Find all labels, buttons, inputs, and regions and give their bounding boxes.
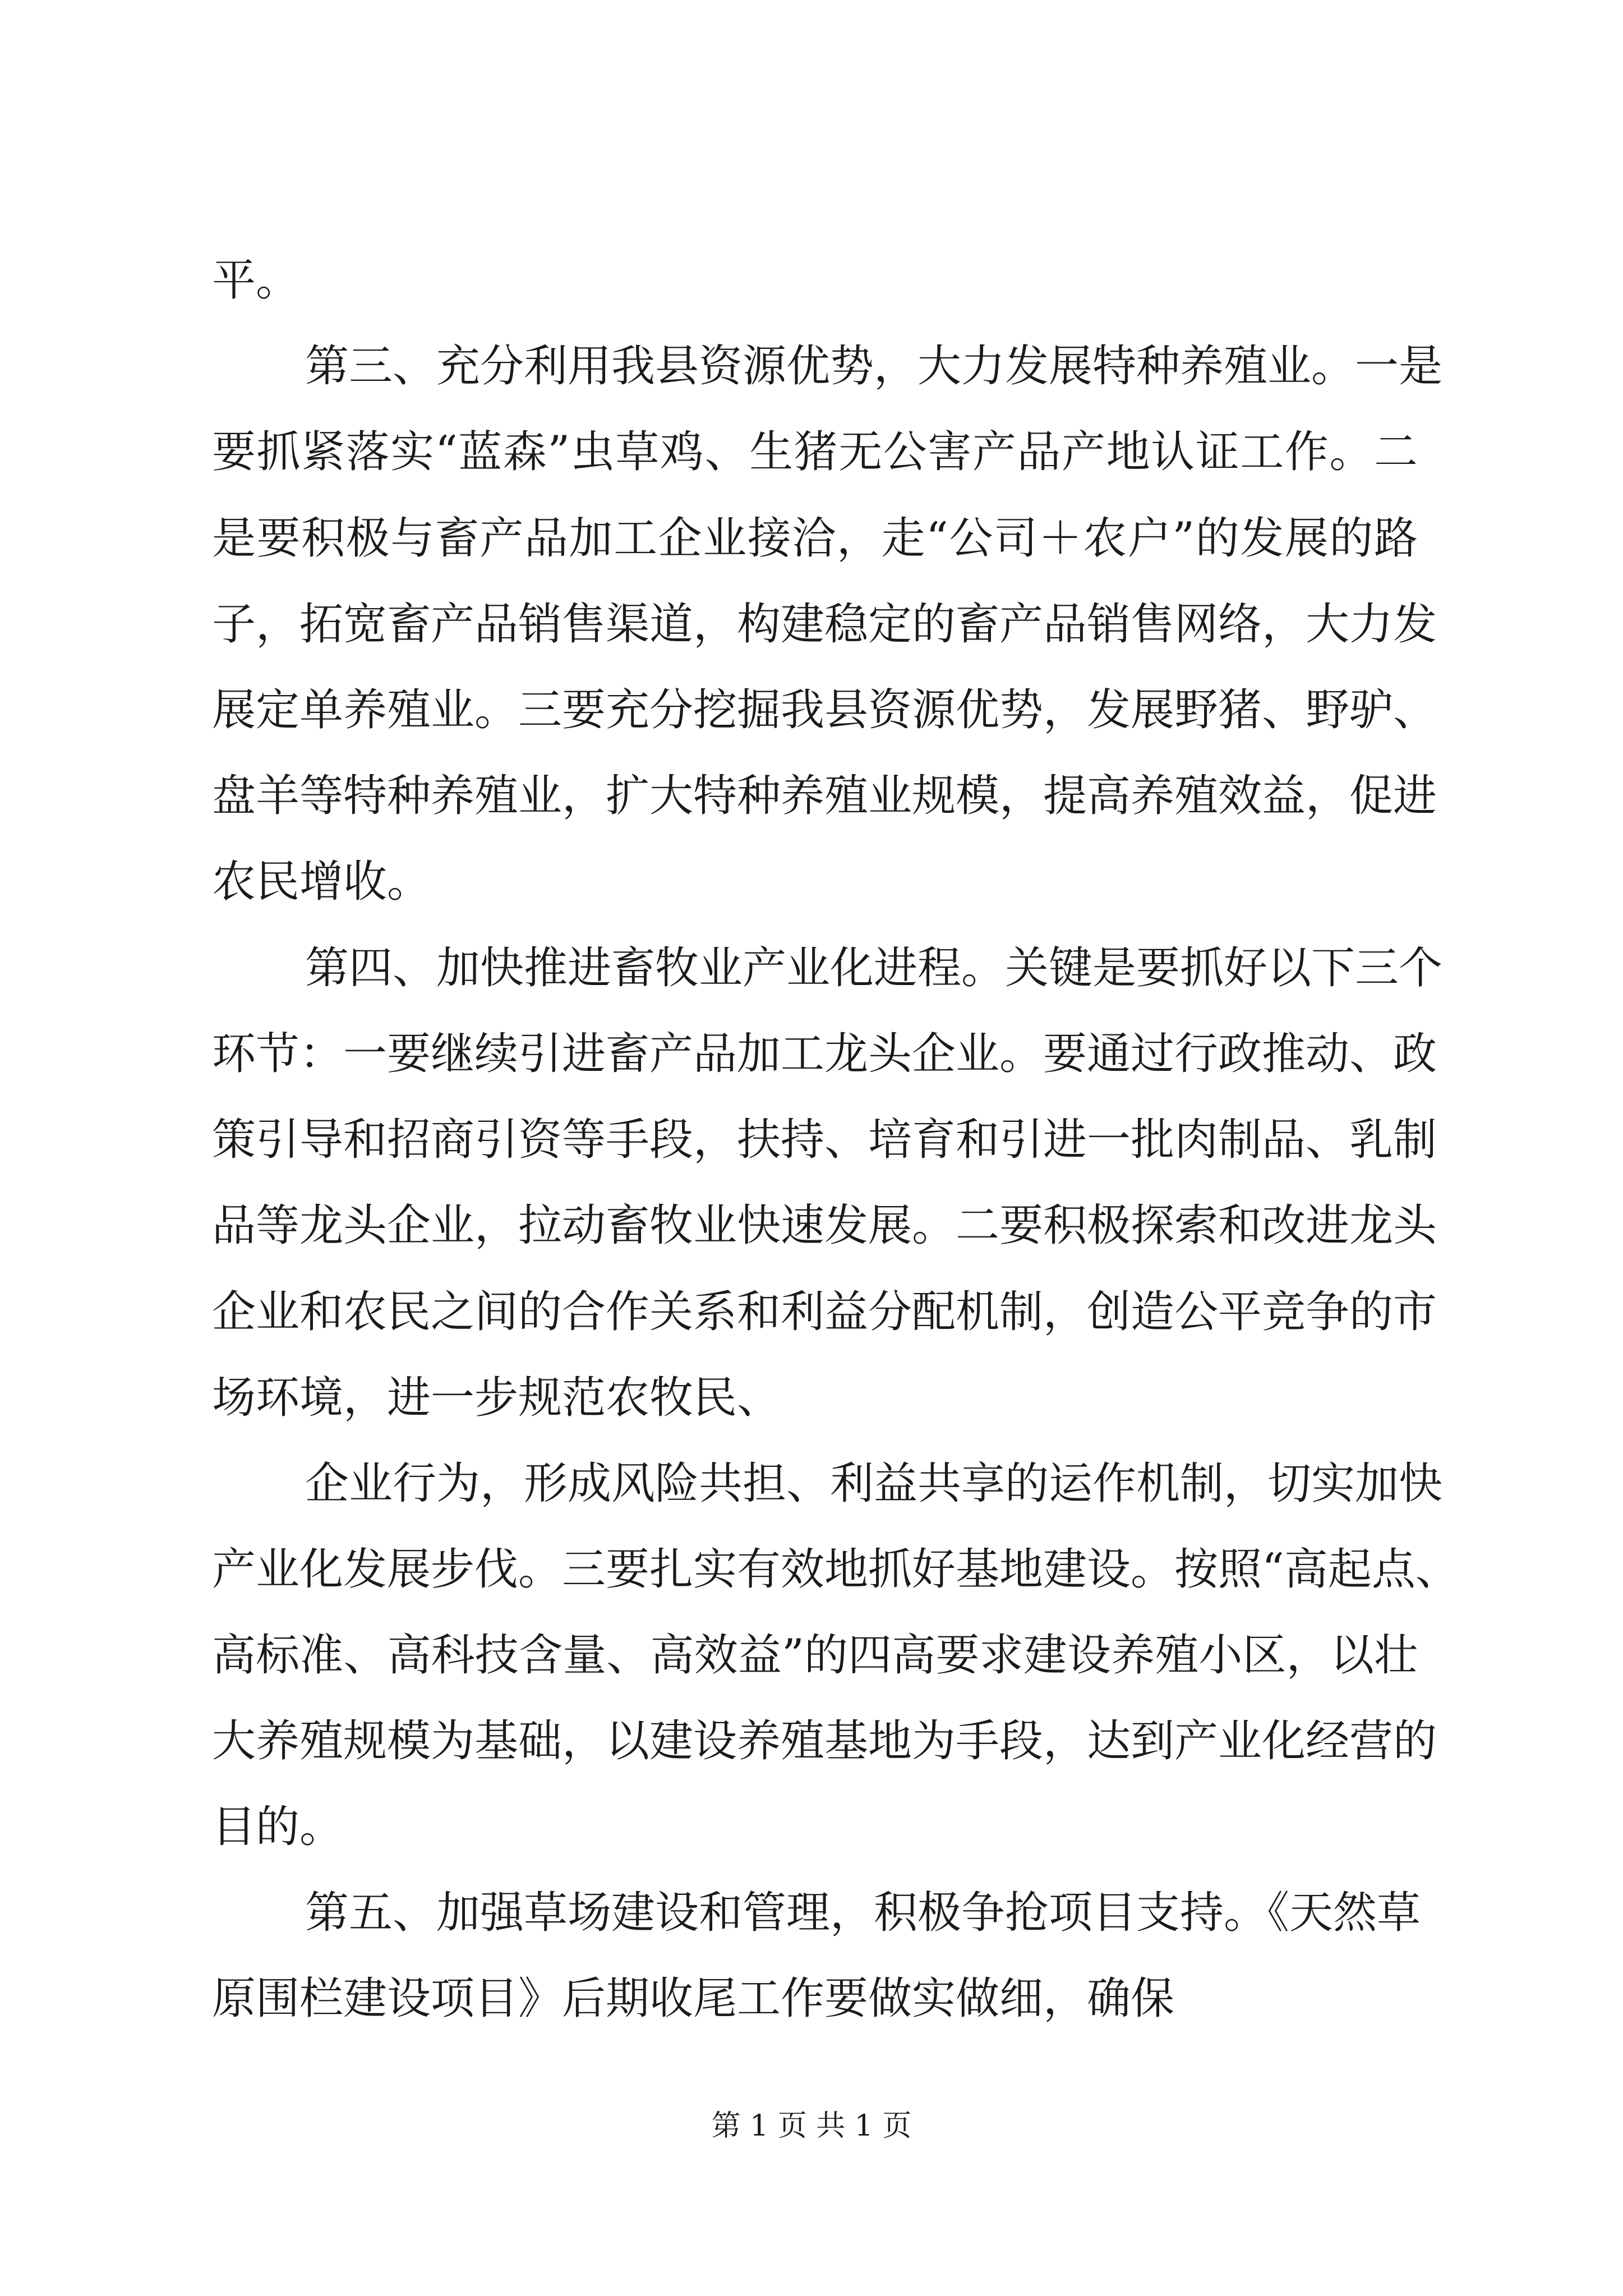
page-footer: 第 1 页 共 1 页 [711, 2109, 912, 2143]
paragraph-4b-line-5: 目的。 [212, 1802, 344, 1852]
paragraph-3-line-3: 是要积极与畜产品加工企业接洽，走“公司＋农户”的发展的路 [212, 513, 1418, 564]
paragraph-3-line-7: 农民增收。 [212, 857, 431, 907]
paragraph-4-line-2: 环节：一要继续引进畜产品加工龙头企业。要通过行政推动、政 [212, 1029, 1437, 1079]
paragraph-5-line-2: 原围栏建设项目》后期收尾工作要做实做细，确保 [212, 1973, 1175, 2024]
paragraph-3-line-5: 展定单养殖业。三要充分挖掘我县资源优势，发展野猪、野驴、 [212, 685, 1437, 735]
text-line-1: 平。 [212, 255, 300, 306]
paragraph-4-line-5: 企业和农民之间的合作关系和利益分配机制，创造公平竞争的市 [212, 1287, 1437, 1337]
paragraph-4-line-4: 品等龙头企业，拉动畜牧业快速发展。二要积极探索和改进龙头 [212, 1200, 1437, 1251]
paragraph-4b-line-3: 高标准、高科技含量、高效益”的四高要求建设养殖小区，以壮 [212, 1630, 1418, 1681]
paragraph-4-line-1: 第四、加快推进畜牧业产业化进程。关键是要抓好以下三个 [305, 943, 1443, 993]
paragraph-5-line-1: 第五、加强草场建设和管理，积极争抢项目支持。《天然草 [305, 1888, 1421, 1938]
paragraph-3-line-2: 要抓紧落实“蓝森”虫草鸡、生猪无公害产品产地认证工作。二 [212, 427, 1418, 477]
paragraph-3-line-4: 子，拓宽畜产品销售渠道，构建稳定的畜产品销售网络，大力发 [212, 599, 1437, 650]
paragraph-3-line-1: 第三、充分利用我县资源优势，大力发展特种养殖业。一是 [305, 341, 1443, 392]
paragraph-4b-line-2: 产业化发展步伐。三要扎实有效地抓好基地建设。按照“高起点、 [212, 1544, 1459, 1595]
paragraph-4-line-3: 策引导和招商引资等手段，扶持、培育和引进一批肉制品、乳制 [212, 1115, 1437, 1165]
paragraph-4b-line-1: 企业行为，形成风险共担、利益共享的运作机制，切实加快 [305, 1458, 1443, 1509]
paragraph-3-line-6: 盘羊等特种养殖业，扩大特种养殖业规模，提高养殖效益，促进 [212, 771, 1437, 821]
paragraph-4-line-6: 场环境，进一步规范农牧民、 [212, 1373, 781, 1423]
paragraph-4b-line-4: 大养殖规模为基础，以建设养殖基地为手段，达到产业化经营的 [212, 1716, 1437, 1766]
